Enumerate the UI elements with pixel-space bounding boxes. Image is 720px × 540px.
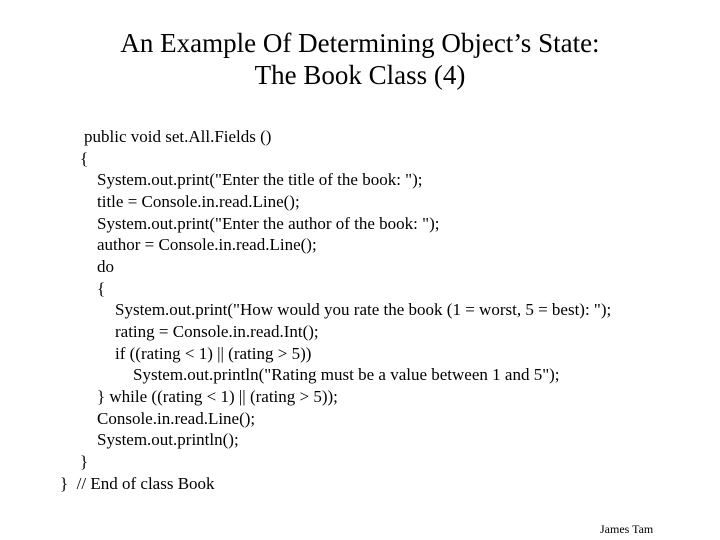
footer-author: James Tam (600, 522, 654, 536)
code-line: System.out.print("Enter the title of the book: "); (97, 170, 423, 189)
code-line: System.out.print("How would you rate the book (1 = worst, 5 = best): "); (115, 300, 612, 319)
code-line: System.out.println("Rating must be a value between 1 and 5"); (133, 365, 560, 384)
code-line: do (97, 257, 114, 276)
code-line: rating = Console.in.read.Int(); (115, 322, 319, 341)
code-line: } (80, 452, 89, 471)
slide-title (0, 27, 720, 91)
code-line: title = Console.in.read.Line(); (97, 192, 300, 211)
code-line: System.out.println(); (97, 430, 239, 449)
code-line: } // End of class Book (60, 474, 215, 493)
code-line: System.out.print("Enter the author of the book: "); (97, 214, 440, 233)
slide-title-line-2: The Book Class (4) (254, 60, 466, 90)
code-line: public void set.All.Fields () (84, 127, 272, 146)
code-line: { (80, 149, 89, 168)
code-line: Console.in.read.Line(); (97, 409, 256, 428)
code-line: } while ((rating < 1) || (rating > 5)); (97, 387, 338, 406)
code-line: { (97, 279, 106, 298)
code-line: author = Console.in.read.Line(); (97, 235, 317, 254)
slide-title-line-1: An Example Of Determining Object’s State: (120, 28, 600, 58)
code-line: if ((rating < 1) || (rating > 5)) (115, 344, 312, 363)
